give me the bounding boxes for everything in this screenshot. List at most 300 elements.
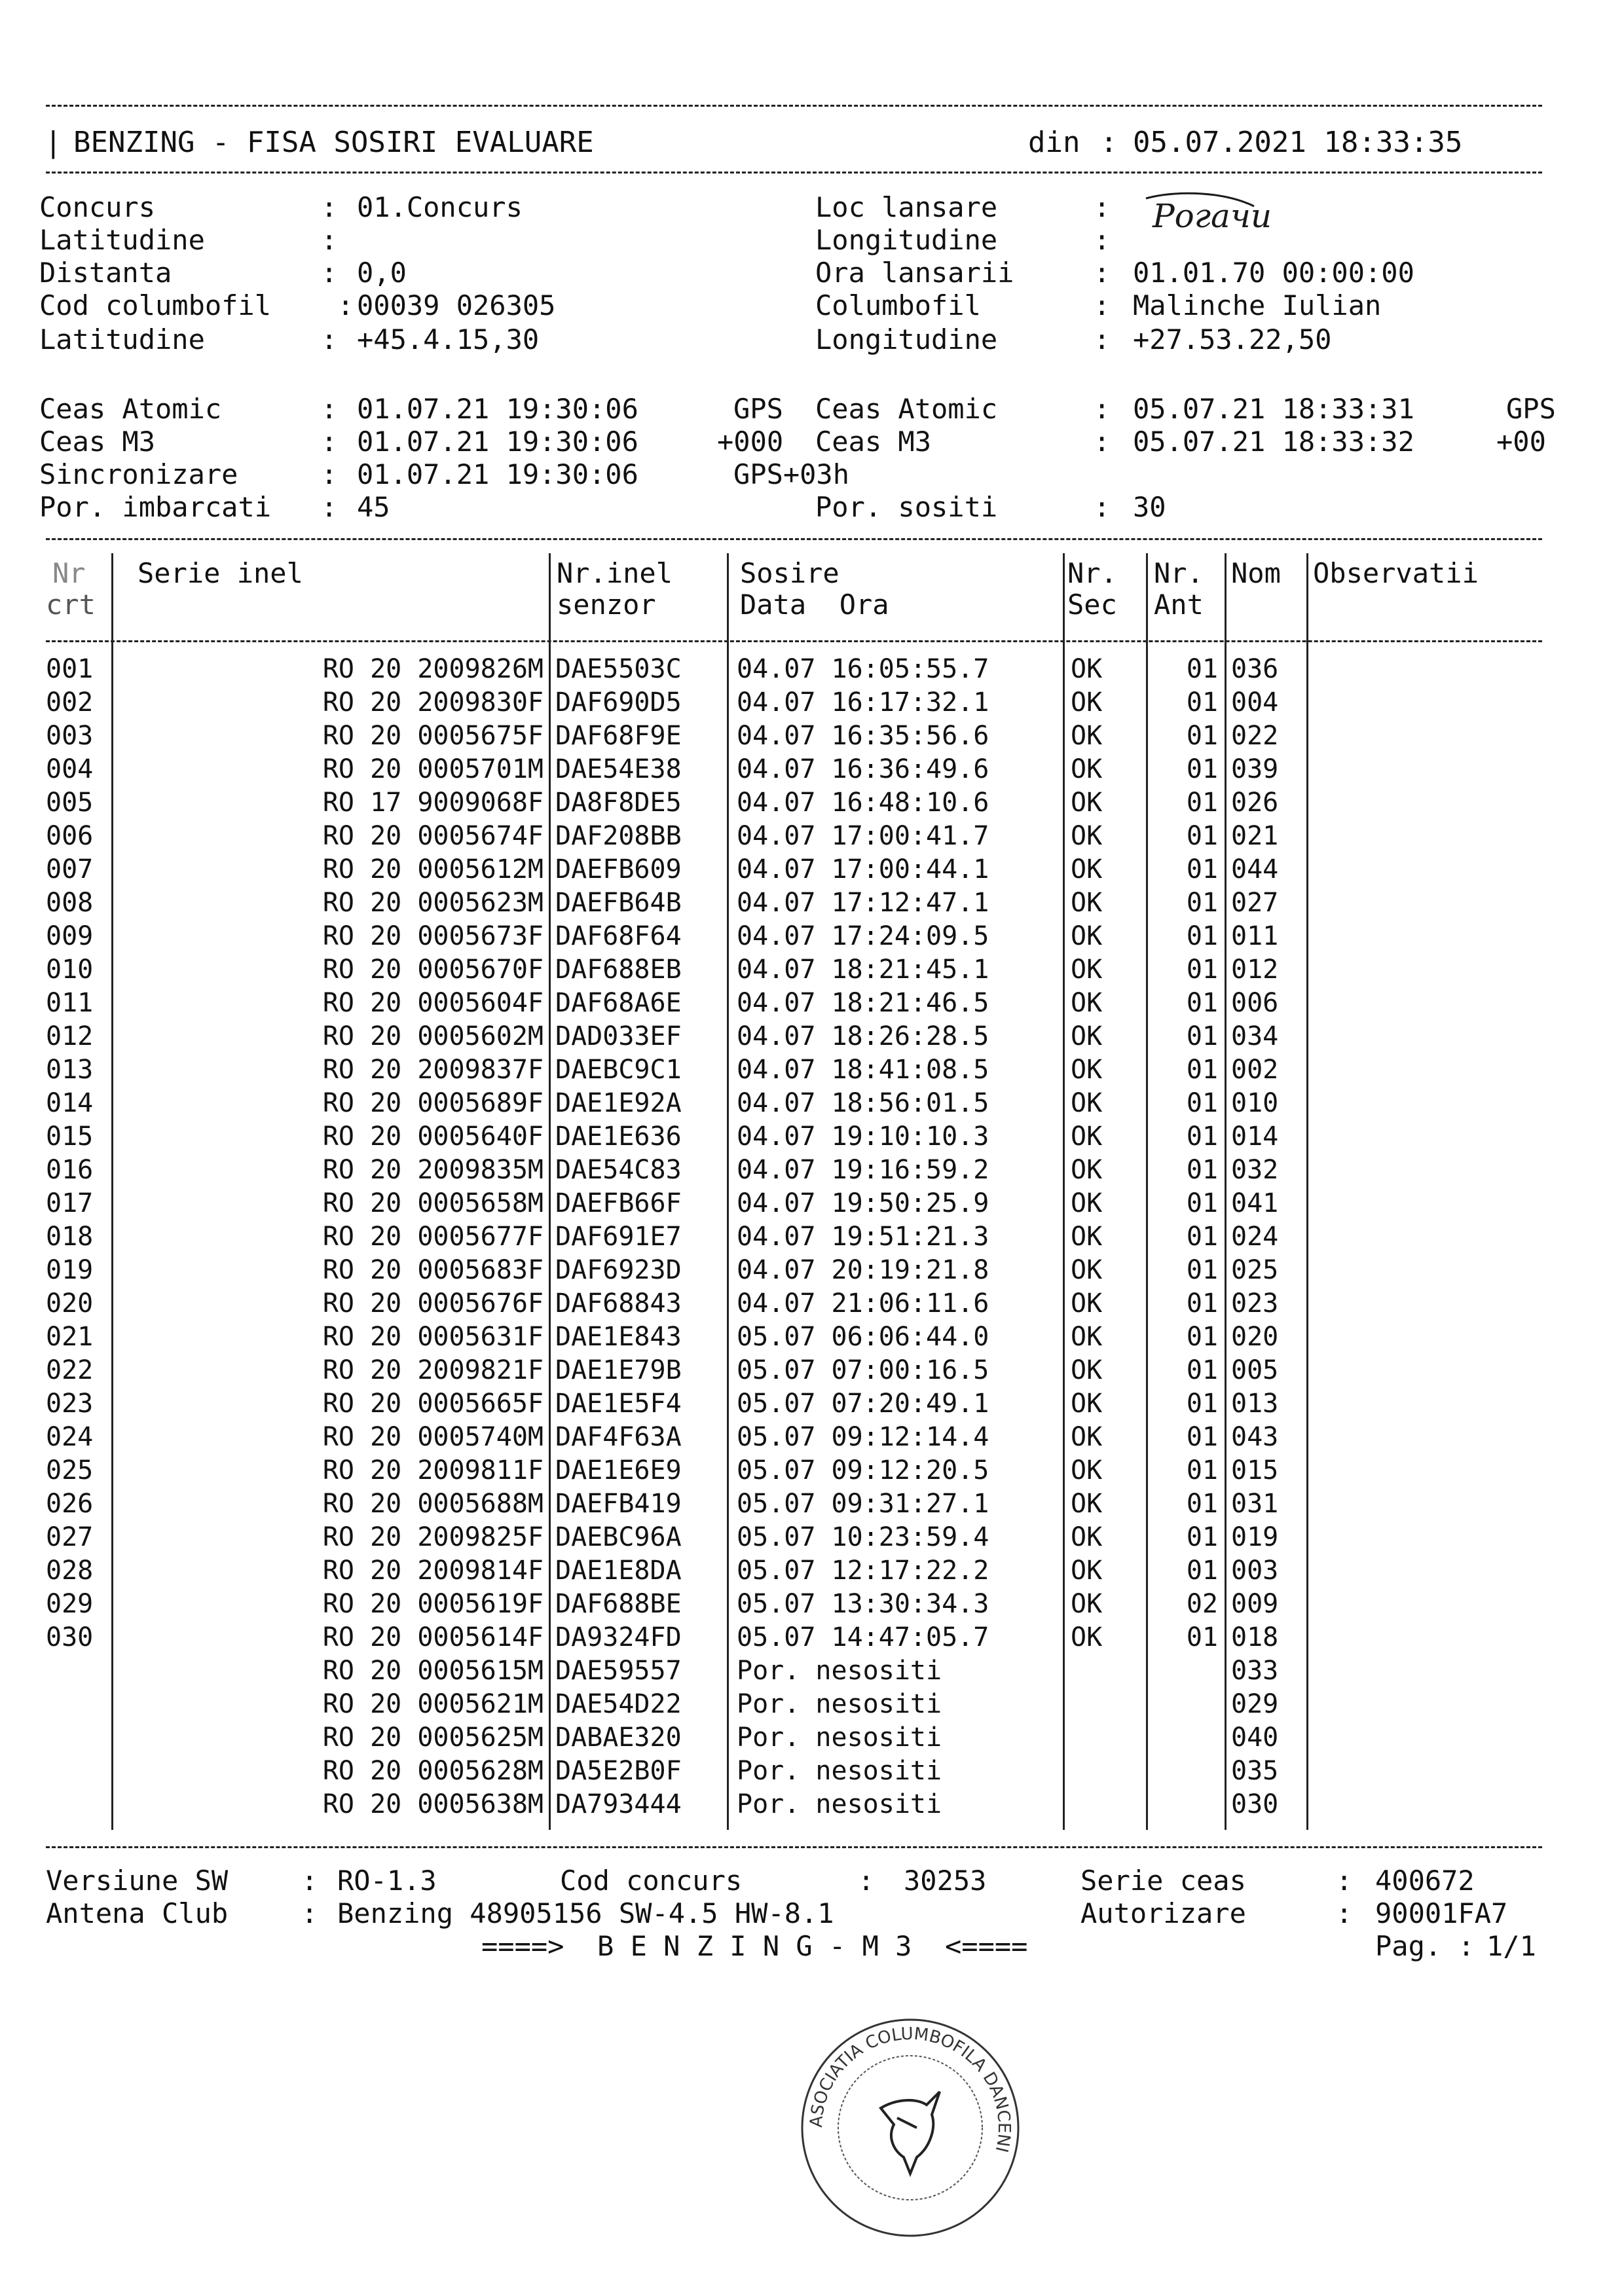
cell-nr: 021 <box>46 1322 94 1352</box>
cell-nr-inel-senzor: DAE1E8DA <box>555 1556 682 1586</box>
table-row <box>0 1287 1624 1321</box>
cell-serie-inel: RO 20 0005628M <box>322 1756 544 1786</box>
ceas-m3-colon: : <box>321 426 338 458</box>
cell-nr: 022 <box>46 1355 94 1385</box>
cell-nr: 018 <box>46 1222 94 1252</box>
cell-nr-sec: OK <box>1071 1589 1103 1619</box>
autorizare-value: 90001FA7 <box>1375 1897 1508 1929</box>
cell-nom: 033 <box>1231 1656 1279 1686</box>
cell-nom: 014 <box>1231 1121 1279 1152</box>
table-row <box>0 1454 1624 1487</box>
table-row <box>0 1421 1624 1454</box>
cell-nr-sec: OK <box>1071 687 1103 718</box>
header-dashed-rule <box>46 172 1542 173</box>
cell-nr-ant: 01 <box>1186 754 1218 784</box>
table-row <box>0 1387 1624 1421</box>
report-date-value: 05.07.2021 18:33:35 <box>1133 126 1463 159</box>
cell-nr-sec: OK <box>1071 921 1103 951</box>
cell-nr-sec: OK <box>1071 1055 1103 1085</box>
latitudine-home-value: +45.4.15,30 <box>357 323 540 355</box>
cell-nr-sec: OK <box>1071 721 1103 751</box>
table-row <box>0 953 1624 987</box>
latitudine-home-label: Latitudine <box>39 323 205 355</box>
cell-nr: 020 <box>46 1288 94 1319</box>
sincronizare-label: Sincronizare <box>39 458 238 490</box>
versiune-value: RO-1.3 <box>337 1865 437 1897</box>
cell-nr-sec: OK <box>1071 1489 1103 1519</box>
sositi-label: Por. sositi <box>815 491 998 523</box>
longitudine-home-label: Longitudine <box>815 323 998 355</box>
ceas-m3-arrival-label: Ceas M3 <box>815 426 932 458</box>
cell-nr: 026 <box>46 1489 94 1519</box>
cell-nom: 024 <box>1231 1222 1279 1252</box>
cell-nr: 016 <box>46 1155 94 1185</box>
cell-nom: 043 <box>1231 1422 1279 1452</box>
report-title: BENZING - FISA SOSIRI EVALUARE <box>73 126 594 159</box>
cell-nr-sec: OK <box>1071 1021 1103 1051</box>
col-nr-header-2: crt <box>46 589 96 621</box>
cell-nr-ant: 01 <box>1186 1088 1218 1118</box>
cell-nr-sec: OK <box>1071 1188 1103 1218</box>
cell-nr-sec: OK <box>1071 821 1103 851</box>
cell-nr-inel-senzor: DAF68F64 <box>555 921 682 951</box>
cell-nr-sec: OK <box>1071 788 1103 818</box>
imbarcati-colon: : <box>321 491 338 523</box>
serie-ceas-label: Serie ceas <box>1080 1865 1246 1897</box>
table-row <box>0 686 1624 720</box>
ceas-m3-arrival-colon: : <box>1094 426 1111 458</box>
ceas-atomic-source: GPS <box>733 393 783 425</box>
cell-serie-inel: RO 20 0005614F <box>322 1622 544 1652</box>
cell-serie-inel: RO 20 0005621M <box>322 1689 544 1719</box>
cell-sosire: 04.07 16:17:32.1 <box>737 687 989 718</box>
cell-nom: 041 <box>1231 1188 1279 1218</box>
cell-serie-inel: RO 20 0005625M <box>322 1722 544 1753</box>
cell-serie-inel: RO 20 0005604F <box>322 988 544 1018</box>
cell-nom: 036 <box>1231 654 1279 684</box>
cell-nr-inel-senzor: DAF68843 <box>555 1288 682 1319</box>
cod-concurs-label: Cod concurs <box>560 1865 743 1897</box>
table-row <box>0 1321 1624 1354</box>
cell-serie-inel: RO 20 0005701M <box>322 754 544 784</box>
cell-nom: 019 <box>1231 1522 1279 1552</box>
versiune-colon: : <box>301 1865 318 1897</box>
report-date-colon: : <box>1100 126 1118 159</box>
cell-nr-inel-senzor: DAE54E38 <box>555 754 682 784</box>
cell-nr: 001 <box>46 654 94 684</box>
col-nom-header: Nom <box>1231 557 1281 589</box>
table-row <box>0 1788 1624 1821</box>
cell-sosire: 05.07 06:06:44.0 <box>737 1322 989 1352</box>
cell-sosire: 04.07 18:21:46.5 <box>737 988 989 1018</box>
cell-sosire: 05.07 07:20:49.1 <box>737 1389 989 1419</box>
cell-serie-inel: RO 20 0005619F <box>322 1589 544 1619</box>
cell-sosire: 04.07 20:19:21.8 <box>737 1255 989 1285</box>
cell-serie-inel: RO 20 0005623M <box>322 888 544 918</box>
handwriting-svg <box>1139 187 1414 246</box>
columbofil-value: Malinche Iulian <box>1133 289 1382 321</box>
cell-nr: 005 <box>46 788 94 818</box>
cell-serie-inel: RO 20 2009814F <box>322 1556 544 1586</box>
imbarcati-value: 45 <box>357 491 390 523</box>
cell-nom: 021 <box>1231 821 1279 851</box>
cell-serie-inel: RO 20 0005673F <box>322 921 544 951</box>
cell-nr-ant: 01 <box>1186 1455 1218 1485</box>
cell-nom: 039 <box>1231 754 1279 784</box>
cell-nr-sec: OK <box>1071 1121 1103 1152</box>
cell-nr: 006 <box>46 821 94 851</box>
cell-nr-ant: 01 <box>1186 1322 1218 1352</box>
cell-serie-inel: RO 20 0005640F <box>322 1121 544 1152</box>
table-row <box>0 1053 1624 1087</box>
cell-sosire: 04.07 19:51:21.3 <box>737 1222 989 1252</box>
report-date-label: din <box>1028 126 1080 159</box>
cell-nr-inel-senzor: DAF690D5 <box>555 687 682 718</box>
cell-nr-inel-senzor: DAEFB64B <box>555 888 682 918</box>
cell-nr-inel-senzor: DAD033EF <box>555 1021 682 1051</box>
cell-nom: 034 <box>1231 1021 1279 1051</box>
table-row <box>0 1521 1624 1554</box>
cell-nom: 032 <box>1231 1155 1279 1185</box>
cell-sosire: 05.07 09:12:20.5 <box>737 1455 989 1485</box>
autorizare-colon: : <box>1336 1897 1353 1929</box>
cell-nr-ant: 01 <box>1186 1355 1218 1385</box>
cell-nr: 009 <box>46 921 94 951</box>
ceas-atomic-arrival-label: Ceas Atomic <box>815 393 998 425</box>
stamp-svg <box>783 2000 1038 2255</box>
ceas-m3-offset: +000 <box>717 426 784 458</box>
cell-sosire: Por. nesositi <box>737 1722 942 1753</box>
ceas-atomic-arrival-source: GPS <box>1506 393 1556 425</box>
cell-nr-ant: 01 <box>1186 955 1218 985</box>
cell-nr: 025 <box>46 1455 94 1485</box>
loc-lansare-value: Рогачи <box>1153 197 1272 235</box>
cell-serie-inel: RO 20 0005689F <box>322 1088 544 1118</box>
loc-lansare-colon: : <box>1094 191 1111 223</box>
cell-nr: 023 <box>46 1389 94 1419</box>
cell-nr-inel-senzor: DAEBC96A <box>555 1522 682 1552</box>
ceas-m3-arrival-value: 05.07.21 18:33:32 <box>1133 426 1414 458</box>
ceas-atomic-arrival-value: 05.07.21 18:33:31 <box>1133 393 1414 425</box>
cell-nr-inel-senzor: DAF6923D <box>555 1255 682 1285</box>
table-row <box>0 1588 1624 1621</box>
cell-serie-inel: RO 20 0005638M <box>322 1789 544 1819</box>
cell-nr-ant: 01 <box>1186 721 1218 751</box>
cell-nr-ant: 01 <box>1186 1121 1218 1152</box>
table-row <box>0 1020 1624 1053</box>
antena-colon: : <box>301 1897 318 1929</box>
concurs-colon: : <box>321 191 338 223</box>
cell-nr-ant: 01 <box>1186 1055 1218 1085</box>
cell-sosire: Por. nesositi <box>737 1689 942 1719</box>
cell-nr-ant: 01 <box>1186 1188 1218 1218</box>
top-dashed-rule <box>46 105 1542 107</box>
cell-nr: 013 <box>46 1055 94 1085</box>
cell-nom: 011 <box>1231 921 1279 951</box>
distanta-value: 0,0 <box>357 257 407 289</box>
cell-nr-ant: 01 <box>1186 788 1218 818</box>
table-row <box>0 786 1624 820</box>
cell-nom: 022 <box>1231 721 1279 751</box>
cell-sosire: 04.07 18:21:45.1 <box>737 955 989 985</box>
table-row <box>0 1554 1624 1588</box>
cell-serie-inel: RO 20 0005602M <box>322 1021 544 1051</box>
cell-nr: 011 <box>46 988 94 1018</box>
cell-serie-inel: RO 20 2009826M <box>322 654 544 684</box>
cell-nr-ant: 01 <box>1186 1021 1218 1051</box>
cell-sosire: 04.07 18:56:01.5 <box>737 1088 989 1118</box>
cell-nr: 019 <box>46 1255 94 1285</box>
cell-nr-sec: OK <box>1071 1389 1103 1419</box>
cell-nr-ant: 01 <box>1186 1422 1218 1452</box>
cell-nr-ant: 01 <box>1186 1389 1218 1419</box>
distanta-colon: : <box>321 257 338 289</box>
col-senzor-header-2: senzor <box>557 589 656 621</box>
cod-concurs-value: 30253 <box>904 1865 987 1897</box>
latitudine-colon: : <box>321 224 338 256</box>
cell-nr-ant: 01 <box>1186 1155 1218 1185</box>
cell-serie-inel: RO 20 0005674F <box>322 821 544 851</box>
cell-nr: 024 <box>46 1422 94 1452</box>
cell-nr: 004 <box>46 754 94 784</box>
cell-nr-sec: OK <box>1071 1522 1103 1552</box>
sincronizare-source: GPS+03h <box>733 458 850 490</box>
cell-nr-inel-senzor: DAE1E6E9 <box>555 1455 682 1485</box>
sincronizare-value: 01.07.21 19:30:06 <box>357 458 638 490</box>
ceas-m3-label: Ceas M3 <box>39 426 156 458</box>
col-observatii-header: Observatii <box>1313 557 1479 589</box>
cell-nom: 006 <box>1231 988 1279 1018</box>
concurs-value: 01.Concurs <box>357 191 523 223</box>
cell-nr-ant: 01 <box>1186 1489 1218 1519</box>
cell-nr-ant: 01 <box>1186 921 1218 951</box>
cell-sosire: Por. nesositi <box>737 1789 942 1819</box>
table-row <box>0 1154 1624 1187</box>
cell-nr-ant: 01 <box>1186 654 1218 684</box>
col-senzor-header-1: Nr.inel <box>557 557 673 589</box>
cell-serie-inel: RO 20 2009837F <box>322 1055 544 1085</box>
col-sec-header-1: Nr. <box>1067 557 1117 589</box>
concurs-label: Concurs <box>39 191 156 223</box>
cell-nom: 010 <box>1231 1088 1279 1118</box>
brand-line: ====> B E N Z I N G - M 3 <==== <box>481 1930 1028 1962</box>
cell-sosire: 04.07 21:06:11.6 <box>737 1288 989 1319</box>
longitudine-label: Longitudine <box>815 224 998 256</box>
cell-sosire: 04.07 17:12:47.1 <box>737 888 989 918</box>
loc-lansare-handwritten <box>1139 187 1414 246</box>
cell-nom: 004 <box>1231 687 1279 718</box>
cell-sosire: 04.07 19:16:59.2 <box>737 1155 989 1185</box>
sositi-value: 30 <box>1133 491 1166 523</box>
cell-nr-inel-senzor: DAEFB419 <box>555 1489 682 1519</box>
cell-nr-inel-senzor: DAE54D22 <box>555 1689 682 1719</box>
cell-serie-inel: RO 20 0005677F <box>322 1222 544 1252</box>
ceas-atomic-colon: : <box>321 393 338 425</box>
cell-nr-inel-senzor: DAEFB66F <box>555 1188 682 1218</box>
cell-nr-inel-senzor: DAF68F9E <box>555 721 682 751</box>
columbofil-label: Columbofil <box>815 289 981 321</box>
cell-nr-inel-senzor: DAF68A6E <box>555 988 682 1018</box>
longitudine-home-value: +27.53.22,50 <box>1133 323 1332 355</box>
cell-nr-inel-senzor: DAE1E5F4 <box>555 1389 682 1419</box>
cell-nr-ant: 01 <box>1186 988 1218 1018</box>
col-serie-header: Serie inel <box>138 557 303 589</box>
table-row <box>0 987 1624 1020</box>
cell-nr: 030 <box>46 1622 94 1652</box>
col-sosire-header-1: Sosire <box>740 557 840 589</box>
cod-concurs-colon: : <box>858 1865 875 1897</box>
cell-serie-inel: RO 20 0005670F <box>322 955 544 985</box>
cell-nom: 018 <box>1231 1622 1279 1652</box>
cell-sosire: 04.07 16:36:49.6 <box>737 754 989 784</box>
cell-nom: 002 <box>1231 1055 1279 1085</box>
cell-sosire: 04.07 16:35:56.6 <box>737 721 989 751</box>
ora-lansarii-label: Ora lansarii <box>815 257 1014 289</box>
cell-nom: 015 <box>1231 1455 1279 1485</box>
cell-sosire: 05.07 07:00:16.5 <box>737 1355 989 1385</box>
columbofil-colon: : <box>1094 289 1111 321</box>
longitudine-home-colon: : <box>1094 323 1111 355</box>
cell-nr: 028 <box>46 1556 94 1586</box>
cell-nr-ant: 01 <box>1186 1556 1218 1586</box>
cell-sosire: 05.07 13:30:34.3 <box>737 1589 989 1619</box>
cell-nom: 009 <box>1231 1589 1279 1619</box>
ora-lansarii-value: 01.01.70 00:00:00 <box>1133 257 1414 289</box>
table-row <box>0 820 1624 853</box>
cell-nom: 044 <box>1231 854 1279 884</box>
cell-nr-inel-senzor: DAE54C83 <box>555 1155 682 1185</box>
cell-nom: 026 <box>1231 788 1279 818</box>
cell-serie-inel: RO 17 9009068F <box>322 788 544 818</box>
cell-serie-inel: RO 20 0005740M <box>322 1422 544 1452</box>
cell-nr-sec: OK <box>1071 888 1103 918</box>
cell-nr: 002 <box>46 687 94 718</box>
cell-nr-ant: 01 <box>1186 1622 1218 1652</box>
cell-nr-sec: OK <box>1071 988 1103 1018</box>
autorizare-label: Autorizare <box>1080 1897 1246 1929</box>
cell-serie-inel: RO 20 2009821F <box>322 1355 544 1385</box>
cell-nr-inel-senzor: DAE5503C <box>555 654 682 684</box>
cell-sosire: 04.07 17:00:44.1 <box>737 854 989 884</box>
stamp-ring-text: ASOCIATIA COLUMBOFILA DANCENI <box>806 2024 1014 2155</box>
cell-serie-inel: RO 20 0005665F <box>322 1389 544 1419</box>
cell-nr: 017 <box>46 1188 94 1218</box>
cell-sosire: 04.07 18:26:28.5 <box>737 1021 989 1051</box>
cell-nr-ant: 01 <box>1186 888 1218 918</box>
header-bar-marker: | <box>45 126 62 159</box>
col-ant-header-2: Ant <box>1154 589 1204 621</box>
col-sosire-header-2: Data Ora <box>740 589 889 621</box>
club-stamp <box>783 2000 1038 2255</box>
table-row <box>0 1755 1624 1788</box>
cell-serie-inel: RO 20 0005631F <box>322 1322 544 1352</box>
latitudine-home-colon: : <box>321 323 338 355</box>
cell-nr-sec: OK <box>1071 955 1103 985</box>
cell-sosire: 04.07 19:50:25.9 <box>737 1188 989 1218</box>
cell-nom: 023 <box>1231 1288 1279 1319</box>
cell-nr-sec: OK <box>1071 1288 1103 1319</box>
cell-serie-inel: RO 20 0005676F <box>322 1288 544 1319</box>
table-header-dashed-rule <box>46 640 1542 642</box>
cod-columbofil-colon: : <box>337 289 354 321</box>
versiune-label: Versiune SW <box>46 1865 229 1897</box>
cell-nr-inel-senzor: DAF688BE <box>555 1589 682 1619</box>
cell-nr-sec: OK <box>1071 1255 1103 1285</box>
cell-nr-ant: 01 <box>1186 687 1218 718</box>
table-row <box>0 653 1624 686</box>
cell-nr-ant: 01 <box>1186 1255 1218 1285</box>
cell-nr-inel-senzor: DAF4F63A <box>555 1422 682 1452</box>
cell-sosire: 04.07 18:41:08.5 <box>737 1055 989 1085</box>
longitudine-colon: : <box>1094 224 1111 256</box>
cell-nr-sec: OK <box>1071 1222 1103 1252</box>
col-ant-header-1: Nr. <box>1154 557 1204 589</box>
cell-sosire: 04.07 16:48:10.6 <box>737 788 989 818</box>
cell-nr-inel-senzor: DAE1E636 <box>555 1121 682 1152</box>
cell-serie-inel: RO 20 0005658M <box>322 1188 544 1218</box>
latitudine-label: Latitudine <box>39 224 205 256</box>
cell-nr-sec: OK <box>1071 754 1103 784</box>
cell-nom: 030 <box>1231 1789 1279 1819</box>
table-row <box>0 1621 1624 1654</box>
cell-nom: 020 <box>1231 1322 1279 1352</box>
cell-nom: 035 <box>1231 1756 1279 1786</box>
cell-nom: 031 <box>1231 1489 1279 1519</box>
cell-nr-sec: OK <box>1071 854 1103 884</box>
cell-nom: 029 <box>1231 1689 1279 1719</box>
table-row <box>0 1087 1624 1120</box>
cell-sosire: 05.07 10:23:59.4 <box>737 1522 989 1552</box>
cell-nr-sec: OK <box>1071 1622 1103 1652</box>
table-row <box>0 1721 1624 1755</box>
antena-value: Benzing 48905156 SW-4.5 HW-8.1 <box>337 1897 834 1929</box>
cell-nr-inel-senzor: DAF208BB <box>555 821 682 851</box>
cell-nr: 027 <box>46 1522 94 1552</box>
cell-nr-sec: OK <box>1071 1088 1103 1118</box>
cell-nr: 003 <box>46 721 94 751</box>
serie-ceas-colon: : <box>1336 1865 1353 1897</box>
cell-serie-inel: RO 20 0005675F <box>322 721 544 751</box>
cell-nom: 025 <box>1231 1255 1279 1285</box>
distanta-label: Distanta <box>39 257 172 289</box>
imbarcati-label: Por. imbarcati <box>39 491 272 523</box>
table-row <box>0 920 1624 953</box>
table-row <box>0 1254 1624 1287</box>
cell-nr-inel-senzor: DAEBC9C1 <box>555 1055 682 1085</box>
ceas-atomic-label: Ceas Atomic <box>39 393 222 425</box>
cell-serie-inel: RO 20 2009825F <box>322 1522 544 1552</box>
cell-sosire: 04.07 16:05:55.7 <box>737 654 989 684</box>
table-row <box>0 853 1624 886</box>
table-row <box>0 753 1624 786</box>
table-row <box>0 720 1624 753</box>
cell-nr-sec: OK <box>1071 1556 1103 1586</box>
ceas-m3-value: 01.07.21 19:30:06 <box>357 426 638 458</box>
cell-nom: 027 <box>1231 888 1279 918</box>
table-row <box>0 1187 1624 1220</box>
cell-sosire: Por. nesositi <box>737 1656 942 1686</box>
page-value: 1/1 <box>1486 1930 1536 1962</box>
cell-nr-sec: OK <box>1071 654 1103 684</box>
cell-serie-inel: RO 20 2009811F <box>322 1455 544 1485</box>
cell-nr: 010 <box>46 955 94 985</box>
cell-nom: 012 <box>1231 955 1279 985</box>
cell-nr: 014 <box>46 1088 94 1118</box>
cod-columbofil-label: Cod columbofil <box>39 289 272 321</box>
loc-lansare-label: Loc lansare <box>815 191 998 223</box>
table-row <box>0 1688 1624 1721</box>
table-row <box>0 1220 1624 1254</box>
